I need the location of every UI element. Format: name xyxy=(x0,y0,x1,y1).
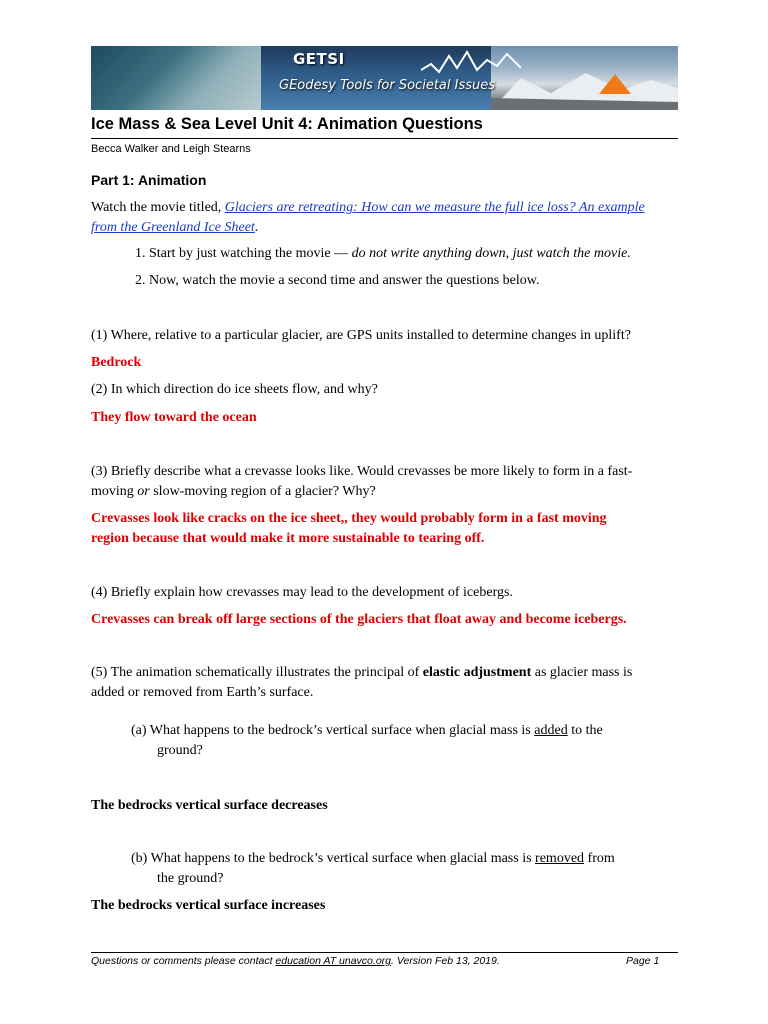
gps-signal-icon xyxy=(421,50,521,76)
movie-link[interactable]: Glaciers are retreating: How can we measure the full ice loss? An example from the Greenland Ice Sheet xyxy=(91,200,645,235)
intro-suffix: . xyxy=(254,220,259,235)
answer-1: Bedrock xyxy=(91,355,142,370)
step-1-emphasis: do not write anything down, just watch the movie. xyxy=(351,246,631,261)
footer-contact xyxy=(91,955,500,967)
authors: Becca Walker and Leigh Stearns xyxy=(91,143,251,155)
q5-elastic-adjustment: elastic adjustment xyxy=(422,665,532,680)
title-divider xyxy=(91,138,678,139)
question-3-line-1: (3) Briefly describe what a crevasse looks like. Would crevasses be more likely to form in a fast- xyxy=(91,464,633,479)
footer-prefix: Questions or comments please contact xyxy=(91,955,276,967)
q3-slow: slow-moving region of a glacier? Why? xyxy=(149,484,376,499)
question-3-line-2 xyxy=(91,482,376,502)
intro-paragraph xyxy=(91,198,651,238)
question-1: (1) Where, relative to a particular glacier, are GPS units installed to determine changes in uplift? xyxy=(91,328,631,343)
footer-email-link[interactable]: education AT unavco.org xyxy=(275,955,391,967)
question-2: (2) In which direction do ice sheets flow, and why? xyxy=(91,382,378,397)
q5-suffix: as glacier mass is xyxy=(531,665,633,680)
answer-5b: The bedrocks vertical surface increases xyxy=(91,898,326,913)
question-5a-line-1 xyxy=(131,721,603,741)
question-5b-line-2: the ground? xyxy=(157,871,224,886)
intro-prefix: Watch the movie titled, xyxy=(91,200,225,215)
q5b-suffix: from xyxy=(584,851,615,866)
step-2: 2. Now, watch the movie a second time and answer the questions below. xyxy=(135,273,540,288)
footer-divider xyxy=(91,952,678,953)
question-5-line-1 xyxy=(91,663,632,683)
answer-2: They flow toward the ocean xyxy=(91,410,257,425)
q5b-removed: removed xyxy=(535,851,585,866)
q5-prefix: (5) The animation schematically illustrates the principal of xyxy=(91,665,423,680)
banner-logo: GETSI xyxy=(293,50,345,68)
step-1 xyxy=(135,244,631,264)
getsi-banner xyxy=(91,46,678,110)
q3-moving: moving xyxy=(91,484,138,499)
document-title: Ice Mass & Sea Level Unit 4: Animation Questions xyxy=(91,115,483,133)
question-5-line-2: added or removed from Earth’s surface. xyxy=(91,685,314,700)
page-number: Page 1 xyxy=(626,955,660,967)
question-5a-line-2: ground? xyxy=(157,743,203,758)
answer-4: Crevasses can break off large sections of the glaciers that float away and become icebergs. xyxy=(91,612,627,627)
q5a-added: added xyxy=(534,723,568,738)
q5a-suffix: to the xyxy=(567,723,603,738)
q5b-prefix: (b) What happens to the bedrock’s vertical surface when glacial mass is xyxy=(131,851,536,866)
q5a-prefix: (a) What happens to the bedrock’s vertical surface when glacial mass is xyxy=(131,723,535,738)
q3-or: or xyxy=(137,484,150,499)
banner-tagline: GEodesy Tools for Societal Issues xyxy=(279,78,496,93)
answer-3-line-2: region because that would make it more sustainable to tearing off. xyxy=(91,531,485,546)
question-4: (4) Briefly explain how crevasses may lead to the development of icebergs. xyxy=(91,585,513,600)
answer-5a: The bedrocks vertical surface decreases xyxy=(91,798,328,813)
tent-icon xyxy=(599,74,631,94)
part-heading: Part 1: Animation xyxy=(91,172,207,188)
answer-3-line-1: Crevasses look like cracks on the ice sheet,, they would probably form in a fast moving xyxy=(91,511,607,526)
footer-version: . Version Feb 13, 2019. xyxy=(391,955,500,967)
step-1-text: 1. Start by just watching the movie — xyxy=(135,246,352,261)
question-5b-line-1 xyxy=(131,849,615,869)
